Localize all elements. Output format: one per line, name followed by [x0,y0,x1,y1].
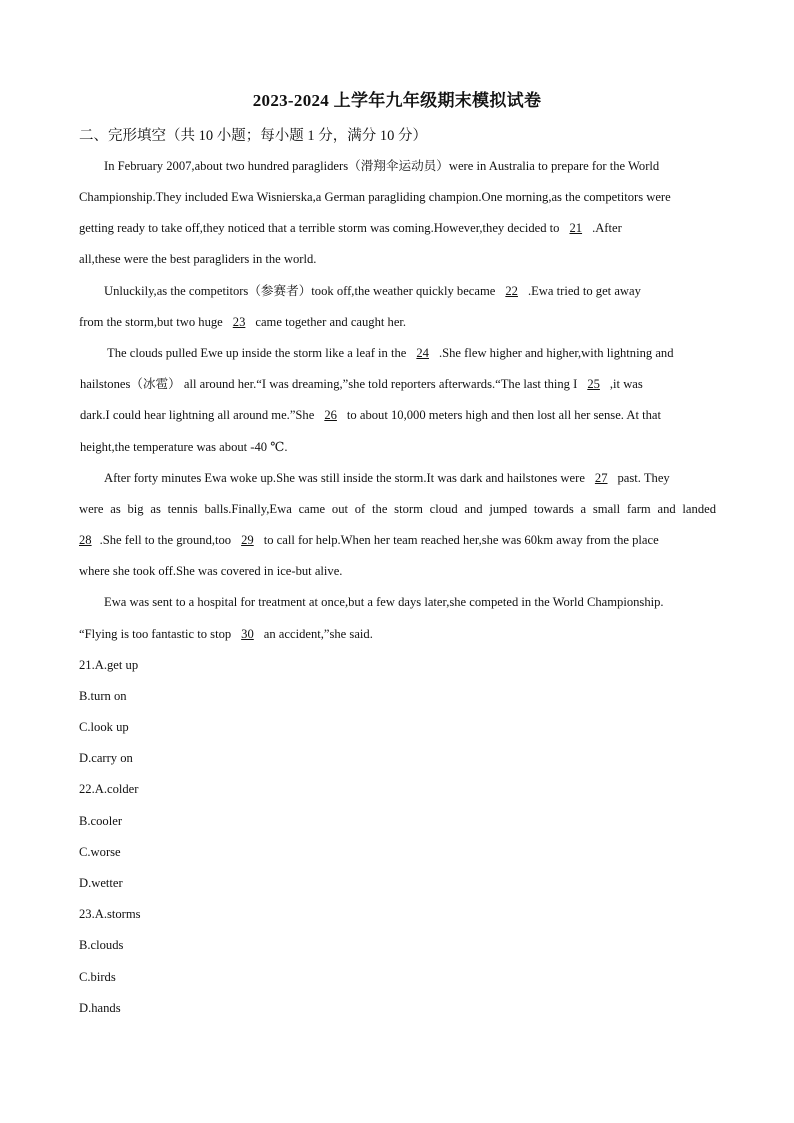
blank-23: 23 [232,315,246,329]
option-22-a: 22.A.colder [79,782,139,796]
option-22-c: C.worse [79,845,121,859]
option-23-d: D.hands [79,1001,121,1015]
blank-30: 30 [241,627,254,641]
option-23-c: C.birds [79,970,116,984]
passage-line: dark.I could hear lightning all around me.”She 26 to about 10,000 meters high and then lost all her sense. At that [80,408,662,422]
passage-line: were as big as tennis balls.Finally,Ewa came out of the storm cloud and jumped towards a small farm and landed [79,502,716,516]
passage-line: from the storm,but two huge 23 came together and caught her. [79,315,407,329]
option-23-b: B.clouds [79,938,124,952]
option-22-b: B.cooler [79,814,123,828]
passage-line: getting ready to take off,they noticed that a terrible storm was coming.However,they decided to 21 .After [79,221,622,235]
blank-26: 26 [324,408,337,422]
passage-line: 28 .She fell to the ground,too 29 to call for help.When her team reached her,she was 60km away from the place [79,533,659,547]
passage-line: where she took off.She was covered in ice-but alive. [79,564,343,578]
page-title: 2023-2024 上学年九年级期末模拟试卷 [252,91,542,110]
passage-line: height,the temperature was about -40 ℃. [80,440,288,454]
option-21-a: 21.A.get up [79,658,139,672]
option-22-d: D.wetter [79,876,123,890]
option-21-c: C.look up [79,720,129,734]
blank-29: 29 [241,533,254,547]
passage-line: Championship.They included Ewa Wisnierska,a German paragliding champion.One morning,as the competitors were [79,190,671,204]
passage-line: Unluckily,as the competitors（参赛者）took off,the weather quickly became 22 .Ewa tried to get away [104,284,641,298]
blank-28: 28 [79,533,92,547]
blank-21: 21 [569,221,583,235]
passage-line: The clouds pulled Ewe up inside the storm like a leaf in the 24 .She flew higher and higher,with lightning and [107,346,674,360]
blank-25: 25 [587,377,600,391]
passage-line: “Flying is too fantastic to stop 30 an accident,”she said. [79,627,373,641]
passage-line: After forty minutes Ewa woke up.She was still inside the storm.It was dark and hailstones were 27 past. They [104,471,670,485]
passage-line: hailstones（冰雹） all around her.“I was dreaming,”she told reporters afterwards.“The last thing I 25 ,it was [80,377,643,391]
passage-line: all,these were the best paragliders in the world. [79,252,317,266]
passage-line: Ewa was sent to a hospital for treatment at once,but a few days later,she competed in the World Championship. [104,595,664,609]
blank-27: 27 [594,471,608,485]
option-21-b: B.turn on [79,689,127,703]
blank-22: 22 [505,284,518,298]
option-21-d: D.carry on [79,751,133,765]
passage-line: In February 2007,about two hundred paragliders（滑翔伞运动员）were in Australia to prepare for the World [104,159,660,173]
option-23-a: 23.A.storms [79,907,141,921]
blank-24: 24 [416,346,429,360]
section-heading: 二、完形填空（共 10 小题；每小题 1 分，满分 10 分） [79,128,427,144]
